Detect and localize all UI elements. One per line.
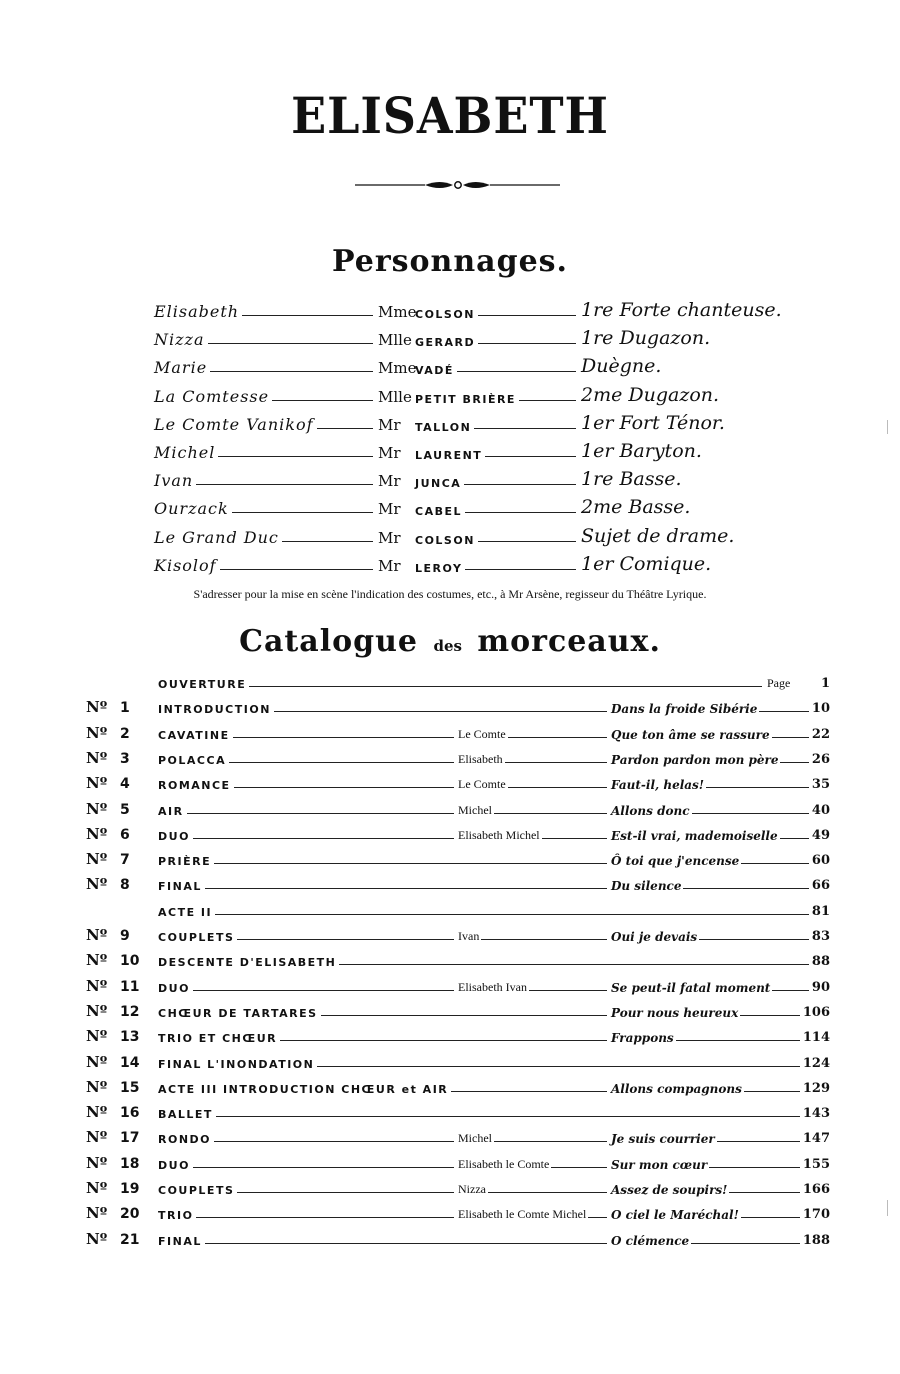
- ornament-divider: [355, 176, 560, 194]
- voice-type: 1er Fort Ténor.: [581, 411, 725, 434]
- leader-line: [210, 371, 373, 372]
- voice-type: 1re Dugazon.: [581, 327, 711, 350]
- piece-number: 12: [120, 1003, 140, 1020]
- leader-line: [321, 1015, 607, 1016]
- leader-line: [542, 838, 607, 839]
- leader-line: [214, 1141, 454, 1142]
- leader-line: [208, 343, 373, 344]
- leader-line: [485, 456, 576, 457]
- number-label: Nº: [86, 1052, 108, 1071]
- leader-line: [741, 1217, 800, 1218]
- role-name: Le Comte Vanikof: [154, 414, 314, 434]
- piece-incipit: Frappons: [611, 1031, 674, 1046]
- leader-line: [519, 400, 576, 401]
- catalogue-row: [0, 1201, 900, 1226]
- page-title: ELISABETH: [291, 86, 609, 145]
- piece-number: 15: [120, 1079, 140, 1096]
- catalogue-heading-word1: Catalogue: [239, 624, 418, 659]
- piece-incipit: O ciel le Maréchal!: [611, 1208, 739, 1223]
- singer-title: Mr: [378, 415, 401, 434]
- catalogue-row: [0, 1100, 900, 1125]
- leader-line: [282, 541, 373, 542]
- personnage-row: [0, 494, 900, 522]
- leader-line: [772, 990, 809, 991]
- leader-line: [457, 371, 576, 372]
- page-number: 40: [811, 802, 830, 818]
- leader-line: [464, 484, 576, 485]
- page-number: 90: [811, 979, 830, 995]
- role-name: Ivan: [154, 471, 194, 491]
- piece-title: BALLET: [158, 1108, 213, 1122]
- catalogue-row: [0, 847, 900, 872]
- number-label: Nº: [86, 799, 108, 818]
- leader-line: [272, 400, 373, 401]
- singer-name: JUNCA: [415, 477, 462, 491]
- personnage-row: [0, 523, 900, 551]
- role-name: Marie: [154, 358, 208, 378]
- piece-incipit: Du silence: [611, 879, 682, 894]
- personnage-row: [0, 410, 900, 438]
- piece-incipit: Pardon pardon mon père: [611, 752, 779, 767]
- leader-line: [772, 737, 809, 738]
- piece-number: 7: [120, 852, 130, 869]
- leader-line: [242, 315, 373, 316]
- number-label: Nº: [86, 850, 108, 869]
- role-name: Le Grand Duc: [154, 527, 279, 547]
- leader-line: [196, 1217, 454, 1218]
- catalogue-row: [0, 822, 900, 847]
- piece-number: 13: [120, 1029, 140, 1046]
- piece-number: 14: [120, 1054, 140, 1071]
- leader-line: [474, 428, 576, 429]
- page-number: 147: [802, 1131, 830, 1147]
- leader-line: [676, 1040, 800, 1041]
- leader-line: [465, 512, 576, 513]
- number-label: Nº: [86, 1179, 108, 1197]
- role-name: Elisabeth: [154, 302, 240, 321]
- page-edge-mark: [887, 1200, 888, 1216]
- singer-title: Mr: [378, 472, 401, 491]
- staging-note: S'adresser pour la mise en scène l'indication des costumes, etc., à Mr Arsène, regisseur du Théâtre Lyrique.: [193, 587, 707, 601]
- leader-line: [508, 737, 607, 738]
- singer-title: Mr: [378, 528, 401, 547]
- page-number: 114: [802, 1030, 830, 1046]
- piece-title: CHŒUR DE TARTARES: [158, 1006, 318, 1020]
- singer-name: COLSON: [415, 533, 475, 547]
- catalogue-row: [0, 948, 900, 973]
- number-label: Nº: [86, 976, 108, 995]
- piece-incipit: Allons compagnons: [611, 1081, 742, 1096]
- number-label: Nº: [86, 1027, 108, 1046]
- page-label: Page: [767, 676, 791, 690]
- piece-incipit: Sur mon cœur: [611, 1157, 708, 1172]
- piece-number: 17: [120, 1130, 140, 1147]
- personnage-row: [0, 353, 900, 381]
- catalogue-row: [0, 797, 900, 822]
- leader-line: [780, 838, 809, 839]
- singer-title: Mme: [378, 359, 417, 378]
- piece-number: 5: [120, 801, 130, 818]
- piece-title: DUO: [158, 1158, 190, 1172]
- piece-incipit: Est-il vrai, mademoiselle: [611, 828, 778, 843]
- personnage-row: [0, 438, 900, 466]
- piece-incipit: Allons donc: [611, 803, 690, 818]
- leader-line: [717, 1141, 800, 1142]
- leader-line: [508, 787, 607, 788]
- number-label: Nº: [86, 1229, 108, 1248]
- piece-incipit: O clémence: [611, 1233, 690, 1248]
- leader-line: [494, 1141, 607, 1142]
- catalogue-row: [0, 746, 900, 771]
- leader-line: [741, 863, 809, 864]
- catalogue-row: [0, 670, 900, 695]
- piece-title: POLACCA: [158, 753, 227, 767]
- number-label: Nº: [86, 698, 108, 717]
- piece-number: 3: [120, 750, 130, 767]
- piece-incipit: Pour nous heureux: [611, 1005, 739, 1020]
- leader-line: [551, 1167, 607, 1168]
- catalogue-heading-word2: des: [433, 637, 462, 655]
- singer-name: LEROY: [415, 561, 463, 575]
- page-number: 26: [811, 751, 830, 767]
- leader-line: [505, 762, 607, 763]
- piece-number: 10: [120, 953, 140, 970]
- piece-characters: Elisabeth Ivan: [458, 979, 527, 994]
- leader-line: [229, 762, 454, 763]
- catalogue-row: [0, 695, 900, 720]
- leader-line: [744, 1091, 800, 1092]
- number-label: Nº: [86, 1204, 108, 1223]
- catalogue-row: [0, 898, 900, 923]
- piece-title: AIR: [158, 804, 184, 818]
- role-name: Kisolof: [154, 555, 217, 575]
- catalogue-heading: [0, 624, 900, 659]
- piece-number: 6: [120, 826, 130, 843]
- catalogue-row: [0, 923, 900, 948]
- page-number: 188: [802, 1232, 830, 1248]
- catalogue-row: [0, 974, 900, 999]
- leader-line: [249, 686, 762, 687]
- piece-characters: Ivan: [458, 929, 480, 943]
- leader-line: [339, 964, 809, 965]
- singer-name: PETIT BRIÈRE: [415, 392, 516, 406]
- number-label: Nº: [86, 875, 108, 894]
- voice-type: 1er Baryton.: [581, 440, 702, 462]
- piece-title: FINAL L'INONDATION: [158, 1057, 315, 1071]
- leader-line: [478, 315, 576, 316]
- catalogue-row: [0, 771, 900, 796]
- page-number: 170: [802, 1207, 830, 1223]
- voice-type: Duègne.: [581, 355, 662, 378]
- singer-name: GERARD: [415, 336, 476, 350]
- leader-line: [699, 939, 809, 940]
- leader-line: [196, 484, 373, 485]
- number-label: Nº: [86, 1077, 108, 1096]
- leader-line: [317, 1066, 800, 1067]
- piece-characters: Michel: [458, 1131, 492, 1146]
- leader-line: [214, 863, 607, 864]
- page-edge-mark: [887, 420, 888, 434]
- piece-title: FINAL: [158, 1234, 202, 1248]
- singer-title: Mlle: [378, 331, 412, 350]
- catalogue-row: [0, 1024, 900, 1049]
- role-name: Nizza: [154, 330, 205, 350]
- page-number: 88: [811, 954, 830, 970]
- leader-line: [706, 787, 809, 788]
- leader-line: [683, 888, 808, 889]
- piece-number: 1: [120, 700, 130, 717]
- leader-line: [588, 1217, 607, 1218]
- number-label: Nº: [86, 774, 108, 793]
- leader-line: [478, 541, 576, 542]
- page-number: 1: [820, 676, 830, 691]
- piece-incipit: Je suis courrier: [611, 1132, 715, 1147]
- number-label: Nº: [86, 1103, 108, 1122]
- piece-number: 18: [120, 1155, 140, 1172]
- piece-title: PRIÈRE: [158, 855, 212, 869]
- leader-line: [729, 1192, 799, 1193]
- piece-title: CAVATINE: [158, 728, 230, 742]
- piece-number: 8: [120, 877, 130, 894]
- singer-name: VADÉ: [415, 364, 454, 378]
- leader-line: [465, 569, 576, 570]
- piece-title: RONDO: [158, 1133, 212, 1147]
- singer-name: LAURENT: [415, 449, 483, 462]
- number-label: Nº: [86, 723, 108, 742]
- singer-name: TALLON: [415, 420, 472, 434]
- piece-characters: Nizza: [458, 1182, 486, 1196]
- piece-title: DUO: [158, 829, 190, 843]
- leader-line: [234, 787, 454, 788]
- role-name: La Comtesse: [154, 386, 270, 406]
- piece-number: 16: [120, 1105, 140, 1122]
- catalogue-row: [0, 872, 900, 897]
- leader-line: [193, 990, 454, 991]
- singer-title: Mlle: [378, 387, 412, 406]
- personnages-heading: Personnages.: [331, 244, 568, 279]
- catalogue-heading-word3: morceaux.: [477, 624, 661, 659]
- page-number: 143: [802, 1106, 830, 1122]
- leader-line: [233, 737, 454, 738]
- piece-number: 21: [120, 1231, 140, 1248]
- leader-line: [481, 939, 607, 940]
- leader-line: [478, 343, 576, 344]
- leader-line: [691, 1243, 800, 1244]
- leader-line: [232, 512, 373, 513]
- leader-line: [215, 914, 809, 915]
- piece-title: COUPLETS: [158, 931, 235, 944]
- leader-line: [317, 428, 373, 429]
- voice-type: Sujet de drame.: [581, 524, 735, 547]
- page-number: 66: [811, 878, 830, 894]
- leader-line: [494, 813, 607, 814]
- piece-number: 11: [120, 978, 140, 995]
- catalogue-row: [0, 1227, 900, 1252]
- personnage-row: [0, 466, 900, 494]
- piece-incipit: Oui je devais: [611, 930, 698, 944]
- number-label: Nº: [86, 1153, 108, 1172]
- page-number: 49: [811, 827, 830, 843]
- catalogue-row: [0, 721, 900, 746]
- leader-line: [218, 456, 373, 457]
- piece-characters: Elisabeth: [458, 751, 503, 766]
- piece-title: INTRODUCTION: [158, 703, 271, 717]
- piece-number: 2: [120, 725, 130, 742]
- role-name: Michel: [154, 443, 216, 462]
- page-number: 10: [811, 701, 830, 717]
- catalogue-row: [0, 1125, 900, 1150]
- piece-incipit: Ô toi que j'encense: [611, 854, 740, 869]
- leader-line: [274, 711, 607, 712]
- piece-incipit: Que ton âme se rassure: [611, 727, 770, 742]
- piece-characters: Le Comte: [458, 777, 506, 792]
- leader-line: [488, 1192, 607, 1193]
- number-label: Nº: [86, 1128, 108, 1147]
- number-label: Nº: [86, 951, 108, 970]
- piece-number: 20: [120, 1206, 140, 1223]
- page-number: 155: [802, 1156, 830, 1172]
- leader-line: [193, 1167, 454, 1168]
- piece-title: ROMANCE: [158, 779, 231, 793]
- voice-type: 1er Comique.: [581, 552, 712, 575]
- leader-line: [237, 939, 454, 940]
- catalogue-row: [0, 1176, 900, 1201]
- piece-title: TRIO: [158, 1209, 194, 1223]
- singer-name: CABEL: [415, 505, 462, 519]
- piece-incipit: Assez de soupirs!: [611, 1183, 728, 1197]
- voice-type: 2me Dugazon.: [581, 383, 720, 406]
- leader-line: [692, 813, 809, 814]
- page-number: 124: [802, 1055, 830, 1071]
- number-label: Nº: [86, 748, 108, 767]
- piece-incipit: Faut-il, helas!: [611, 778, 705, 793]
- leader-line: [205, 1243, 607, 1244]
- page-number: 35: [811, 777, 830, 793]
- leader-line: [529, 990, 607, 991]
- leader-line: [216, 1116, 800, 1117]
- role-name: Ourzack: [154, 499, 229, 519]
- leader-line: [709, 1167, 800, 1168]
- personnage-row: [0, 325, 900, 353]
- catalogue-row: [0, 1050, 900, 1075]
- piece-characters: Michel: [458, 802, 492, 817]
- piece-title: TRIO ET CHŒUR: [158, 1032, 278, 1046]
- singer-title: Mr: [378, 500, 401, 519]
- leader-line: [187, 813, 454, 814]
- catalogue-row: [0, 999, 900, 1024]
- piece-incipit: Se peut-il fatal moment: [611, 980, 771, 995]
- leader-line: [193, 838, 454, 839]
- leader-line: [280, 1040, 607, 1041]
- page-number: 22: [811, 726, 830, 742]
- voice-type: 1re Forte chanteuse.: [581, 299, 782, 321]
- piece-title: FINAL: [158, 880, 202, 894]
- number-label: Nº: [86, 1001, 108, 1020]
- voice-type: 2me Basse.: [581, 496, 691, 519]
- piece-number: 19: [120, 1181, 140, 1197]
- catalogue-row: [0, 1075, 900, 1100]
- personnage-row: [0, 297, 900, 325]
- piece-characters: Elisabeth Michel: [458, 827, 540, 842]
- piece-number: 4: [120, 776, 130, 793]
- voice-type: 1re Basse.: [581, 468, 682, 491]
- piece-characters: Le Comte: [458, 726, 506, 741]
- singer-title: Mme: [378, 303, 417, 321]
- singer-title: Mr: [378, 444, 401, 462]
- page-number: 60: [811, 853, 830, 869]
- number-label: Nº: [86, 824, 108, 843]
- leader-line: [237, 1192, 454, 1193]
- piece-title: OUVERTURE: [158, 678, 247, 691]
- piece-characters: Elisabeth le Comte Michel: [458, 1207, 587, 1222]
- number-label: Nº: [86, 926, 108, 944]
- page-number: 83: [811, 929, 830, 944]
- page-number: 106: [802, 1004, 830, 1020]
- leader-line: [205, 888, 607, 889]
- piece-title: DUO: [158, 981, 190, 995]
- piece-title: COUPLETS: [158, 1184, 235, 1197]
- leader-line: [220, 569, 373, 570]
- piece-title: ACTE III INTRODUCTION CHŒUR et AIR: [158, 1082, 449, 1096]
- leader-line: [759, 711, 809, 712]
- leader-line: [451, 1091, 607, 1092]
- piece-title: ACTE II: [158, 905, 213, 919]
- page-number: 166: [802, 1182, 830, 1197]
- personnage-row: [0, 382, 900, 410]
- catalogue-row: [0, 1151, 900, 1176]
- piece-number: 9: [120, 928, 130, 944]
- leader-line: [740, 1015, 800, 1016]
- singer-name: COLSON: [415, 308, 475, 321]
- piece-characters: Elisabeth le Comte: [458, 1156, 550, 1171]
- personnage-row: [0, 551, 900, 579]
- leader-line: [780, 762, 808, 763]
- piece-incipit: Dans la froide Sibérie: [611, 702, 758, 717]
- page-number: 81: [811, 903, 830, 919]
- piece-title: DESCENTE D'ELISABETH: [158, 956, 337, 970]
- singer-title: Mr: [378, 556, 401, 575]
- page-number: 129: [802, 1080, 830, 1096]
